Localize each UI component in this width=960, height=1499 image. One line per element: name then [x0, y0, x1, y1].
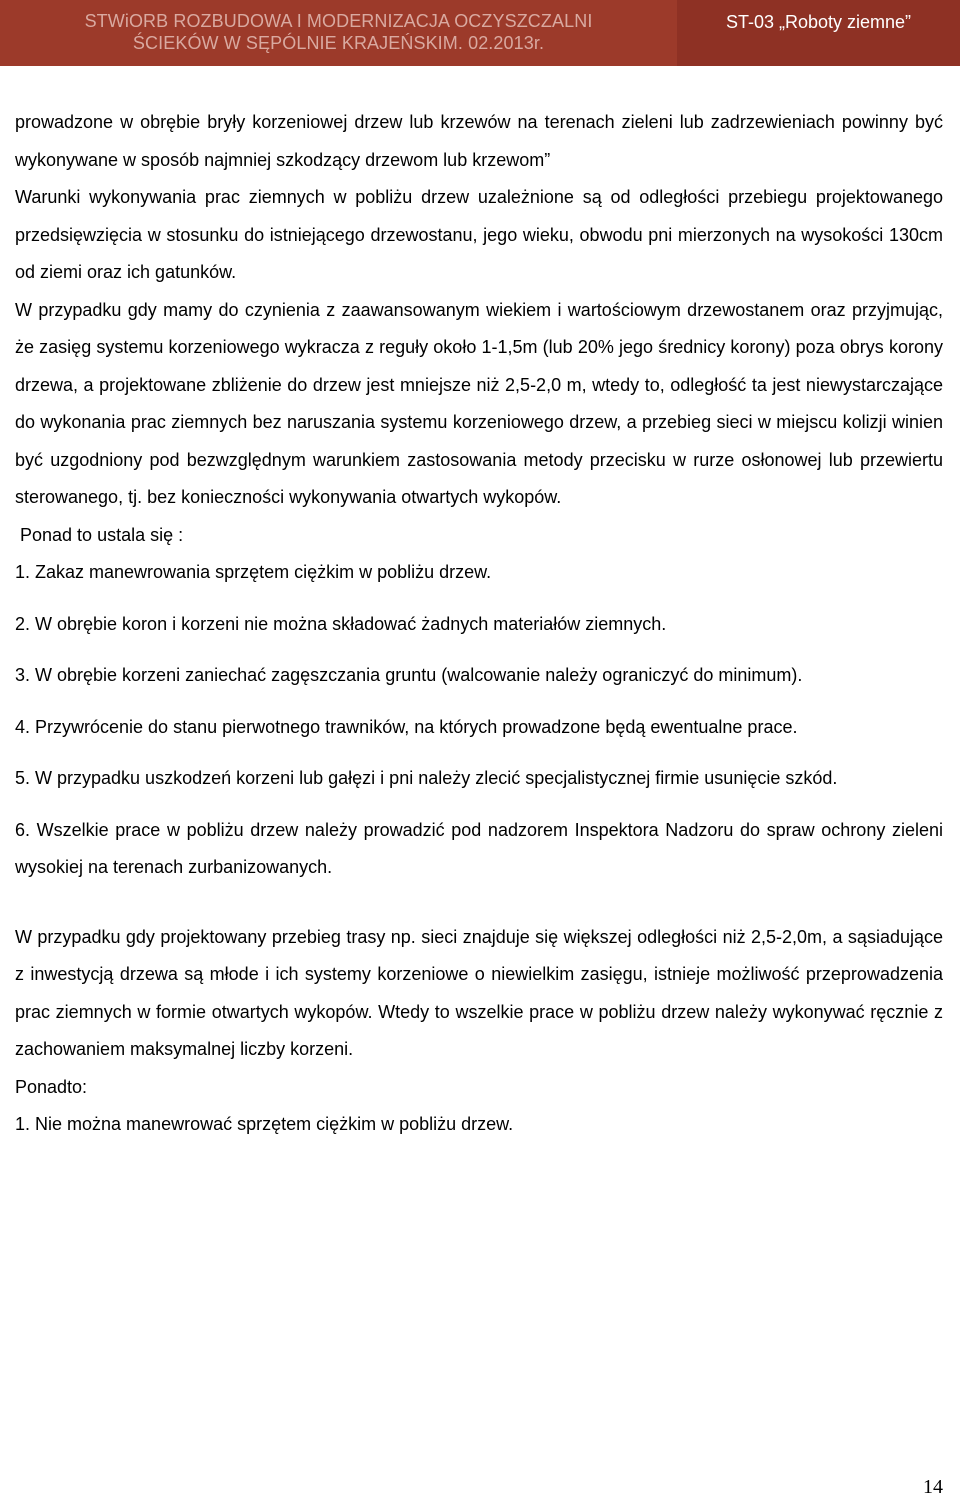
ponadto-label: Ponadto: [15, 1076, 88, 1097]
last-list-item: 1. Nie można manewrować sprzętem ciężkim w pobliżu drzew. [15, 1114, 514, 1134]
paragraph-3: W przypadku gdy mamy do czynienia z zaawansowanym wiekiem i wartościowym drzewostanem oraz przyjmując, że zasięg systemu korzeniowego wykracza z reguły około 1-1,5m (lub 20% jego średnicy korony) poza obrys korony drzewa, a projektowane zbliżenie do drzew jest mniejsze niż 2,5-2,0 m, wtedy to, odległość ta jest niewystarczające do wykonania prac ziemnych bez naruszania systemu korzeniowego drzew, a przebieg sieci w miejscu kolizji winien być uzgodniony pod bezwzględnym warunkiem zastosowania metody przecisku w rurze osłonowej lub przewiertu sterowanego, tj. bez konieczności wykonywania otwartych wykopów. [15, 299, 943, 507]
paragraph-2: Warunki wykonywania prac ziemnych w pobliżu drzew uzależnione są od odległości przebiegu projektowanego przedsięwzięcia w stosunku do istniejącego drzewostanu, jego wieku, obwodu pni mierzonych na wysokości 130cm od ziemi oraz ich gatunków. [15, 187, 943, 282]
header-title [0, 10, 677, 54]
header-title-line-2: ŚCIEKÓW W SĘPÓLNIE KRAJEŃSKIM. 02.2013r. [132, 33, 545, 53]
header-title-line-1: STWiORB ROZBUDOWA I MODERNIZACJA OCZYSZCZALNI [84, 11, 593, 31]
ponad-intro: Ponad to ustala się : [20, 524, 184, 545]
paragraph-1: prowadzone w obrębie bryły korzeniowej drzew lub krzewów na terenach zieleni lub zadrzewieniach powinny być wykonywane w sposób najmniej szkodzący drzewom lub krzewom” [15, 112, 943, 170]
list-item-1: 1. Zakaz manewrowania sprzętem ciężkim w pobliżu drzew. [15, 562, 492, 582]
page-number: 14 [923, 1476, 943, 1498]
list-item-2: 2. W obrębie koron i korzeni nie można składować żadnych materiałów ziemnych. [15, 613, 667, 634]
spec-code: ST-03 „Roboty ziemne” [725, 12, 912, 32]
header-code-block [677, 0, 960, 66]
list-item-3: 3. W obrębie korzeni zaniechać zagęszczania gruntu (walcowanie należy ograniczyć do minimum). [15, 665, 803, 685]
document-body [15, 104, 943, 1144]
list-item-6: 6. Wszelkie prace w pobliżu drzew należy prowadzić pod nadzorem Inspektora Nadzoru do spraw ochrony zieleni wysokiej na terenach zurbanizowanych. [15, 819, 943, 877]
page-header [0, 0, 960, 66]
paragraph-4: W przypadku gdy projektowany przebieg trasy np. sieci znajduje się większej odległości niż 2,5-2,0m, a sąsiadujące z inwestycją drzewa są młode i ich systemy korzeniowe o niewielkim zasięgu, istnieje możliwość przeprowadzenia prac ziemnych w formie otwartych wykopów. Wtedy to wszelkie prace w pobliżu drzew należy wykonywać ręcznie z zachowaniem maksymalnej liczby korzeni. [15, 926, 943, 1059]
list-item-4: 4. Przywrócenie do stanu pierwotnego trawników, na których prowadzone będą ewentualne prace. [15, 716, 798, 737]
list-item-5: 5. W przypadku uszkodzeń korzeni lub gałęzi i pni należy zlecić specjalistycznej firmie usunięcie szkód. [15, 768, 838, 788]
